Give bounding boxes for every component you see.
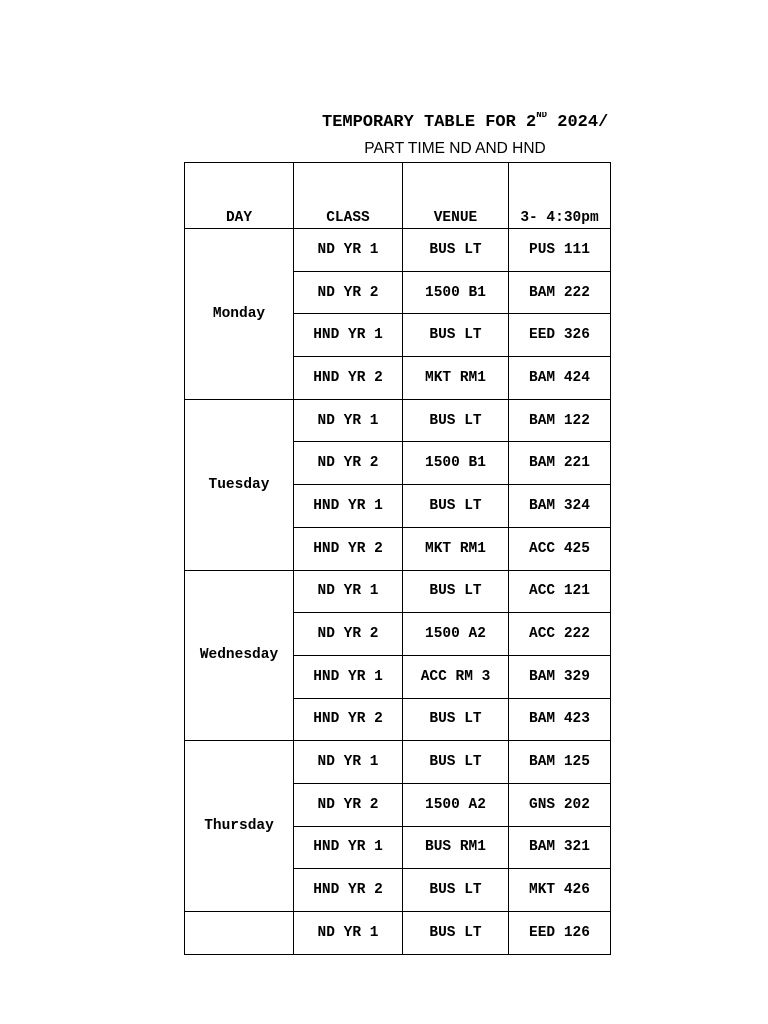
venue-cell: BUS LT	[403, 741, 509, 784]
class-cell: HND YR 1	[294, 485, 403, 528]
course-cell: ACC 121	[509, 570, 611, 613]
course-cell: BAM 329	[509, 655, 611, 698]
day-cell-monday: Monday	[185, 229, 294, 400]
venue-cell: 1500 A2	[403, 613, 509, 656]
class-cell: HND YR 1	[294, 314, 403, 357]
class-cell: HND YR 1	[294, 655, 403, 698]
header-time-slot: 3- 4:30pm	[509, 163, 611, 229]
course-cell: EED 326	[509, 314, 611, 357]
table-row	[185, 399, 611, 442]
venue-cell: BUS LT	[403, 485, 509, 528]
day-cell-thursday: Thursday	[185, 741, 294, 912]
venue-cell: MKT RM1	[403, 357, 509, 400]
course-cell: BAM 125	[509, 741, 611, 784]
class-cell: ND YR 2	[294, 271, 403, 314]
class-cell: ND YR 1	[294, 570, 403, 613]
class-cell: ND YR 1	[294, 229, 403, 272]
venue-cell: BUS LT	[403, 570, 509, 613]
document-subtitle: PART TIME ND AND HND	[364, 140, 546, 157]
class-cell: HND YR 2	[294, 698, 403, 741]
header-day: DAY	[185, 163, 294, 229]
class-cell: HND YR 2	[294, 357, 403, 400]
course-cell: GNS 202	[509, 783, 611, 826]
course-cell: ACC 425	[509, 527, 611, 570]
class-cell: ND YR 2	[294, 442, 403, 485]
table-row	[185, 912, 611, 955]
course-cell: BAM 122	[509, 399, 611, 442]
class-cell: ND YR 1	[294, 399, 403, 442]
title-main: TEMPORARY TABLE FOR 2	[322, 113, 537, 132]
venue-cell: 1500 A2	[403, 783, 509, 826]
class-cell: ND YR 2	[294, 613, 403, 656]
venue-cell: BUS LT	[403, 698, 509, 741]
course-cell: BAM 423	[509, 698, 611, 741]
class-cell: HND YR 2	[294, 527, 403, 570]
venue-cell: BUS LT	[403, 399, 509, 442]
day-cell-tuesday: Tuesday	[185, 399, 294, 570]
class-cell: HND YR 1	[294, 826, 403, 869]
course-cell: ACC 222	[509, 613, 611, 656]
course-cell: PUS 111	[509, 229, 611, 272]
course-cell: BAM 321	[509, 826, 611, 869]
title-superscript: ND	[536, 112, 548, 121]
header-venue: VENUE	[403, 163, 509, 229]
venue-cell: MKT RM1	[403, 527, 509, 570]
venue-cell: 1500 B1	[403, 271, 509, 314]
table-row	[185, 229, 611, 272]
course-cell: BAM 222	[509, 271, 611, 314]
venue-cell: 1500 B1	[403, 442, 509, 485]
day-cell-next	[185, 912, 294, 955]
course-cell: BAM 324	[509, 485, 611, 528]
venue-cell: ACC RM 3	[403, 655, 509, 698]
course-cell: EED 126	[509, 912, 611, 955]
course-cell: BAM 424	[509, 357, 611, 400]
class-cell: ND YR 1	[294, 741, 403, 784]
header-row	[185, 163, 611, 229]
title-rest: 2024/	[547, 113, 609, 132]
venue-cell: BUS LT	[403, 912, 509, 955]
document-title	[322, 112, 612, 134]
venue-cell: BUS LT	[403, 869, 509, 912]
table-row	[185, 741, 611, 784]
venue-cell: BUS RM1	[403, 826, 509, 869]
table-row	[185, 570, 611, 613]
venue-cell: BUS LT	[403, 314, 509, 357]
day-cell-wednesday: Wednesday	[185, 570, 294, 741]
class-cell: HND YR 2	[294, 869, 403, 912]
class-cell: ND YR 2	[294, 783, 403, 826]
class-cell: ND YR 1	[294, 912, 403, 955]
course-cell: MKT 426	[509, 869, 611, 912]
header-class: CLASS	[294, 163, 403, 229]
venue-cell: BUS LT	[403, 229, 509, 272]
course-cell: BAM 221	[509, 442, 611, 485]
timetable	[184, 162, 611, 955]
